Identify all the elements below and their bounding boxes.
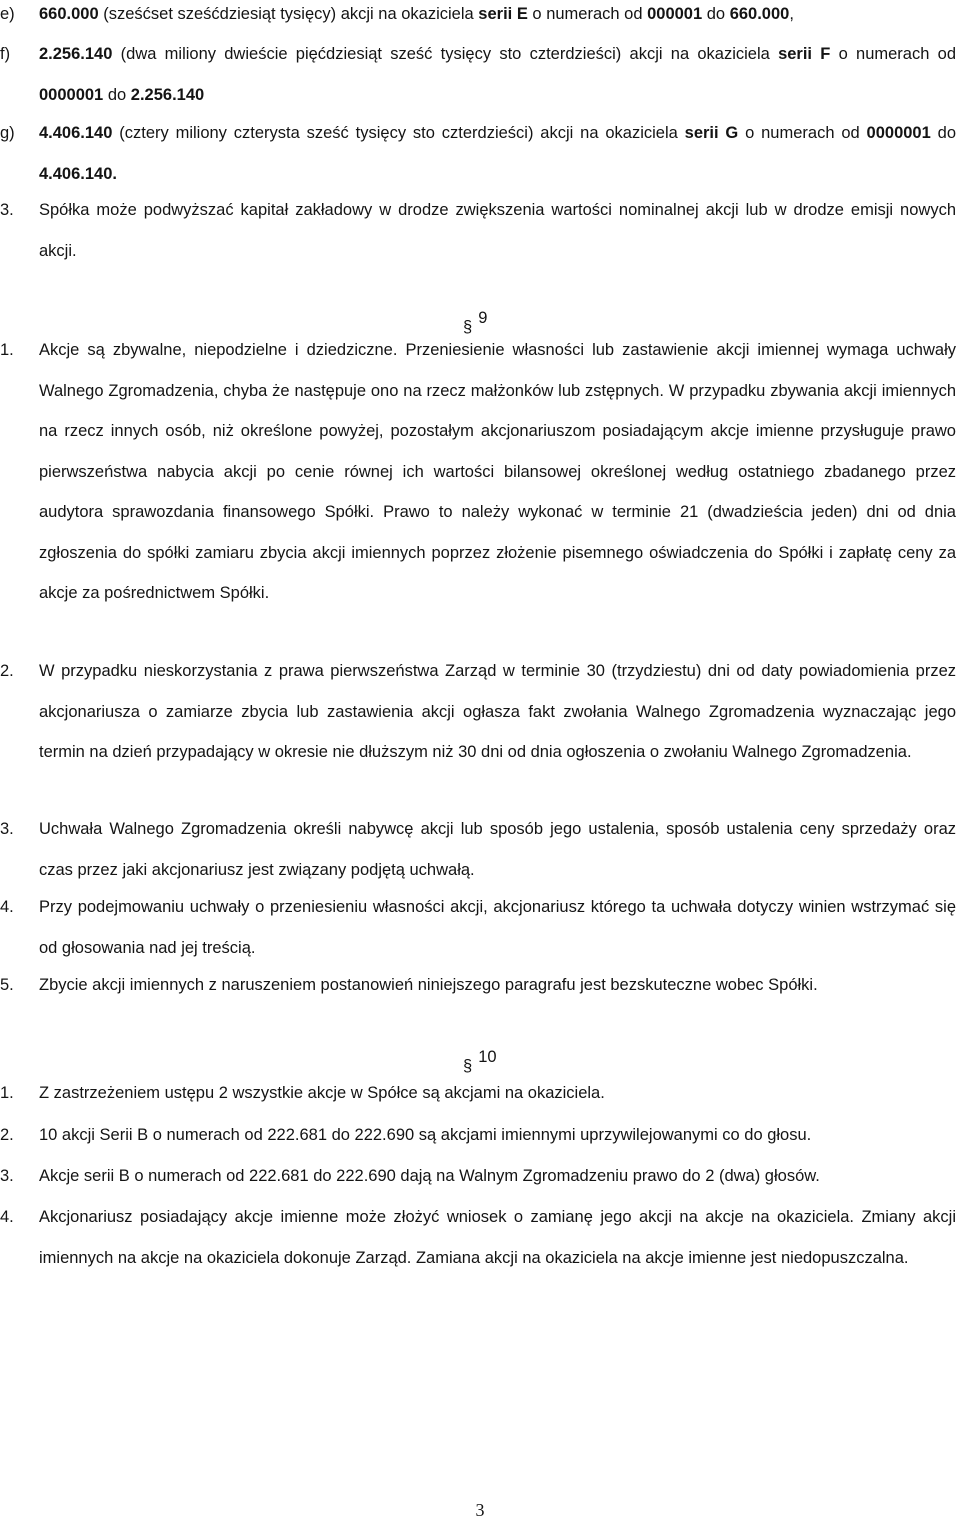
list-item-3 [0,190,960,271]
list-item-e [0,0,960,35]
list-item-g [0,113,960,194]
list-marker: 3. [0,201,14,219]
paragraph-sign: § [463,1057,473,1075]
list-item-text: Z zastrzeżeniem ustępu 2 wszystkie akcje w Spółce są akcjami na okaziciela. [39,1084,605,1102]
list-marker: 5. [0,976,14,994]
list-item-text: W przypadku nieskorzystania z prawa pierwszeństwa Zarząd w terminie 30 (trzydziestu) dni od daty powiadomienia przez akcjonariusza o zamiarze zbycia lub zastawienia akcji ogłasza fakt zwołania Walnego Zgromadzenia wyznaczając jego termin na dzień przypadający w okresie nie dłuższym niż 30 dni od dnia ogłoszenia o zwołaniu Walnego Zgromadzenia. [39,662,956,761]
list-item-text: 4.406.140 (cztery miliony czterysta sześć tysięcy sto czterdzieści) akcji na okaziciela serii G o numerach od 0000001 do 4.406.140. [39,124,956,183]
list-marker: f) [0,45,11,63]
section-10-item-2 [0,1115,960,1156]
section-10-item-1 [0,1073,960,1114]
list-item-text: Akcje są zbywalne, niepodzielne i dziedziczne. Przeniesienie własności lub zastawienie akcji imiennej wymaga uchwały Walnego Zgromadzenia, chyba że następuje ono na rzecz małżonków lub zstępnych. W przypadku zbywania akcji imiennych na rzecz innych osób, niż określone powyżej, pozostałym akcjonariuszom posiadającym akcje imienne przysługuje prawo pierwszeństwa nabycia akcji po cenie równej ich wartości bilansowej określonej według ostatniego zbadanego przez audytora sprawozdania finansowego Spółki. Prawo to należy wykonać w terminie 21 (dwadzieścia jeden) dni od dnia zgłoszenia do spółki zamiaru zbycia akcji imiennych poprzez złożenie pisemnego oświadczenia do Spółki i zapłatę ceny za akcje za pośrednictwem Spółki. [39,341,956,602]
section-10-item-4 [0,1197,960,1278]
section-heading-10 [463,1037,497,1077]
page-number: 3 [475,1500,485,1520]
section-9-item-2 [0,651,960,773]
list-item-f [0,34,960,115]
section-9-item-5 [0,965,960,1006]
list-marker: 2. [0,662,14,680]
list-item-text: Spółka może podwyższać kapitał zakładowy w drodze zwiększenia wartości nominalnej akcji lub w drodze emisji nowych akcji. [39,201,956,260]
list-marker: e) [0,5,15,23]
list-item-text: Przy podejmowaniu uchwały o przeniesieniu własności akcji, akcjonariusz którego ta uchwała dotyczy winien wstrzymać się od głosowania nad jej treścią. [39,898,956,957]
section-10-item-3 [0,1156,960,1197]
list-item-text: Zbycie akcji imiennych z naruszeniem postanowień niniejszego paragrafu jest bezskuteczne wobec Spółki. [39,976,818,994]
list-marker: 3. [0,820,14,838]
list-marker: 4. [0,898,14,916]
section-number: 9 [478,309,488,327]
section-9-item-3 [0,809,960,890]
list-marker: 3. [0,1167,14,1185]
list-marker: 1. [0,1084,14,1102]
list-marker: 1. [0,341,14,359]
list-marker: g) [0,124,15,142]
list-item-text: 2.256.140 (dwa miliony dwieście pięćdziesiąt sześć tysięcy sto czterdzieści) akcji na okaziciela serii F o numerach od 0000001 do 2.256.140 [39,45,956,104]
list-marker: 2. [0,1126,14,1144]
paragraph-sign: § [463,318,473,336]
list-item-text: 660.000 (sześćset sześćdziesiąt tysięcy) akcji na okaziciela serii E o numerach od 000001 do 660.000, [39,5,794,23]
list-item-text: Akcjonariusz posiadający akcje imienne może złożyć wniosek o zamianę jego akcji na akcje na okaziciela. Zmiany akcji imiennych na akcje na okaziciela dokonuje Zarząd. Zamiana akcji na okaziciela na akcje imienne jest niedopuszczalna. [39,1208,956,1267]
list-marker: 4. [0,1208,14,1226]
section-number: 10 [478,1048,497,1066]
list-item-text: Uchwała Walnego Zgromadzenia określi nabywcę akcji lub sposób jego ustalenia, sposób ustalenia ceny sprzedaży oraz czas przez jaki akcjonariusz jest związany podjętą uchwałą. [39,820,956,879]
list-item-text: 10 akcji Serii B o numerach od 222.681 do 222.690 są akcjami imiennymi uprzywilejowanymi co do głosu. [39,1126,812,1144]
section-9-item-1 [0,330,960,614]
section-9-item-4 [0,887,960,968]
list-item-text: Akcje serii B o numerach od 222.681 do 222.690 dają na Walnym Zgromadzeniu prawo do 2 (dwa) głosów. [39,1167,820,1185]
